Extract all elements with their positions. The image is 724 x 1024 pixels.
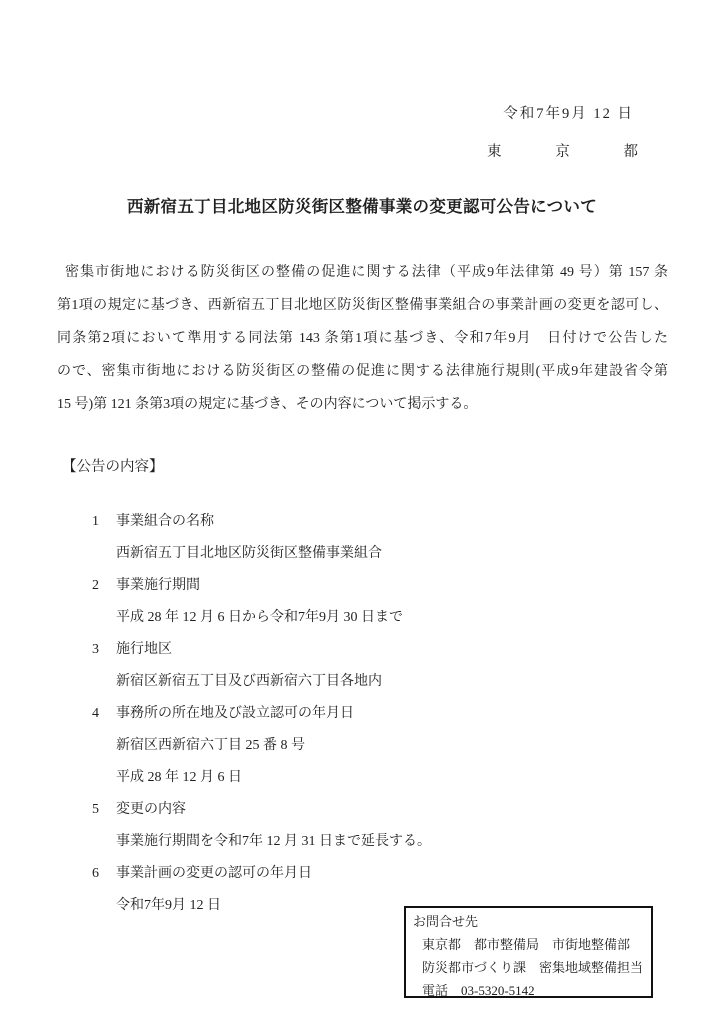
notice-list — [92, 506, 652, 922]
item-detail: 令和7年9月 12 日 — [116, 898, 221, 913]
list-item — [92, 634, 652, 698]
body-paragraph — [57, 256, 668, 421]
item-title: 事業施行期間 — [116, 578, 200, 593]
paragraph-line: 15 号)第 121 条第3項の規定に基づき、その内容について掲示する。 — [57, 397, 478, 412]
item-number: 3 — [92, 642, 99, 657]
paragraph-line: 同条第2項において準用する同法第 143 条第1項に基づき、令和7年9月 日付けで公告した — [57, 331, 668, 346]
issue-date: 令和7年9月 12 日 — [503, 106, 634, 122]
paragraph-line: 第1項の規定に基づき、西新宿五丁目北地区防災街区整備事業組合の事業計画の変更を認可し、 — [57, 298, 668, 313]
contact-heading: お問合せ先 — [413, 914, 479, 929]
item-number: 4 — [92, 706, 99, 721]
issuer-char: 都 — [623, 144, 638, 160]
list-item — [92, 794, 652, 858]
item-detail: 新宿区西新宿六丁目 25 番 8 号 — [116, 738, 305, 753]
list-item — [92, 698, 652, 794]
item-detail: 西新宿五丁目北地区防災街区整備事業組合 — [116, 546, 382, 561]
item-detail: 平成 28 年 12 月 6 日 — [116, 770, 242, 785]
item-title: 事務所の所在地及び設立認可の年月日 — [116, 706, 354, 721]
item-number: 6 — [92, 866, 99, 881]
issuer-name — [487, 140, 638, 161]
item-detail: 新宿区新宿五丁目及び西新宿六丁目各地内 — [116, 674, 382, 689]
contact-line: 防災都市づくり課 密集地域整備担当 — [422, 960, 644, 975]
paragraph-line: 密集市街地における防災街区の整備の促進に関する法律（平成9年法律第 49 号）第 157 条 — [65, 265, 668, 280]
item-number: 2 — [92, 578, 99, 593]
paragraph-line: ので、密集市街地における防災街区の整備の促進に関する法律施行規則(平成9年建設省令第 — [57, 364, 668, 379]
contact-line: 電話 03-5320-5142 — [422, 983, 535, 998]
item-title: 事業組合の名称 — [116, 514, 214, 529]
issuer-char: 東 — [487, 144, 502, 160]
item-detail: 平成 28 年 12 月 6 日から令和7年9月 30 日まで — [116, 610, 403, 625]
section-heading: 【公告の内容】 — [62, 459, 164, 475]
item-detail: 事業施行期間を令和7年 12 月 31 日まで延長する。 — [116, 834, 431, 849]
list-item — [92, 570, 652, 634]
item-number: 1 — [92, 514, 99, 529]
item-title: 施行地区 — [116, 642, 172, 657]
contact-box — [404, 906, 653, 998]
item-number: 5 — [92, 802, 99, 817]
item-title: 事業計画の変更の認可の年月日 — [116, 866, 312, 881]
list-item — [92, 506, 652, 570]
issuer-char: 京 — [555, 144, 570, 160]
item-title: 変更の内容 — [116, 802, 186, 817]
document-title: 西新宿五丁目北地区防災街区整備事業の変更認可公告について — [126, 198, 598, 216]
contact-line: 東京都 都市整備局 市街地整備部 — [422, 937, 631, 952]
